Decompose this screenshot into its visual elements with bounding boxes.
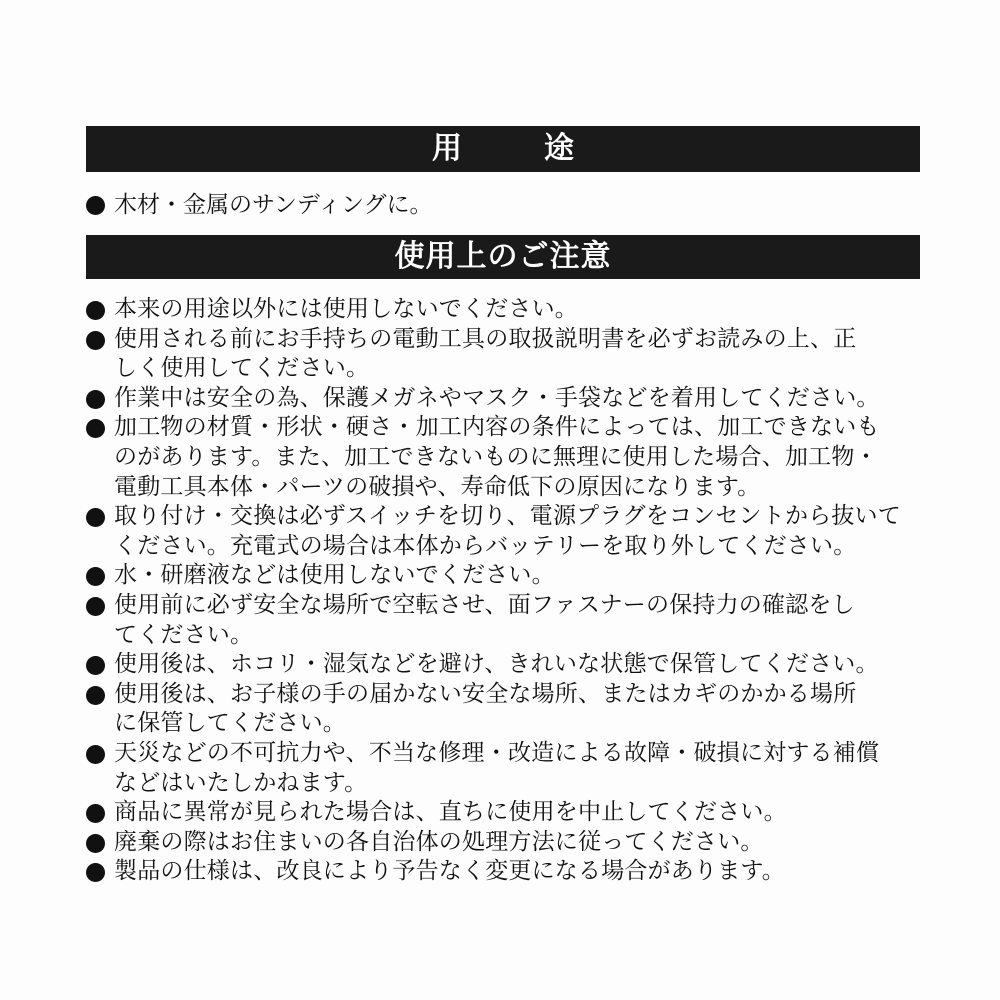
usage-item-text: 木材・金属のサンディングに。 (114, 192, 433, 218)
precaution-item (86, 739, 926, 798)
bullet-icon (86, 597, 105, 616)
precaution-item (86, 591, 926, 650)
precaution-line: 廃棄の際はお住まいの各自治体の処理方法に従ってください。 (114, 828, 764, 855)
precaution-line: 商品に異常が見られた場合は、直ちに使用を中止してください。 (114, 799, 787, 826)
precaution-item (86, 325, 926, 384)
precaution-line: 作業中は安全の為、保護メガネやマスク・手袋などを着用してください。 (114, 384, 880, 411)
bullet-icon (86, 745, 105, 764)
bullet-icon (86, 301, 105, 320)
precaution-line: 使用後は、お子様の手の届かない安全な場所、またはカギのかかる場所 (114, 680, 857, 707)
bullet-icon (86, 863, 105, 882)
usage-item (86, 190, 926, 220)
precaution-item (86, 650, 926, 680)
precaution-item (86, 413, 926, 502)
precautions-list (86, 295, 926, 887)
bullet-icon (86, 331, 105, 350)
precaution-line: ください。充電式の場合は本体からバッテリーを取り外してください。 (114, 532, 857, 559)
precaution-item (86, 295, 926, 325)
bullet-icon (86, 804, 105, 823)
bullet-icon (86, 567, 105, 586)
bullet-icon (86, 508, 105, 527)
precaution-line: のがあります。また、加工できないものに無理に使用した場合、加工物・ (114, 443, 878, 470)
bullet-icon (86, 419, 105, 438)
bullet-icon (86, 196, 105, 215)
precaution-item (86, 828, 926, 858)
precaution-line: 使用される前にお手持ちの電動工具の取扱説明書を必ずお読みの上、正 (114, 325, 857, 352)
precaution-line: 取り付け・交換は必ずスイッチを切り、電源プラグをコンセントから抜いて (114, 503, 901, 530)
usage-list (86, 190, 926, 220)
precaution-line: てください。 (114, 621, 254, 648)
precaution-line: しく使用してください。 (114, 355, 370, 382)
precaution-line: 本来の用途以外には使用しないでください。 (114, 296, 578, 322)
precaution-line: などはいたしかねます。 (114, 769, 368, 796)
precaution-line: 電動工具本体・パーツの破損や、寿命低下の原因になります。 (114, 473, 761, 500)
bullet-icon (86, 656, 105, 675)
precaution-line: 使用後は、ホコリ・湿気などを避け、きれいな状態で保管してください。 (114, 651, 879, 678)
precaution-line: 使用前に必ず安全な場所で空転させ、面ファスナーの保持力の確認をし (114, 591, 855, 618)
precaution-line: 加工物の材質・形状・硬さ・加工内容の条件によっては、加工できないも (114, 414, 880, 441)
precaution-line: 製品の仕様は、改良により予告なく変更になる場合があります。 (114, 858, 785, 885)
precaution-item (86, 798, 926, 828)
precaution-line: 水・研磨液などは使用しないでください。 (114, 562, 555, 589)
precaution-item (86, 680, 926, 739)
precaution-item (86, 502, 926, 561)
bullet-icon (86, 686, 105, 705)
bullet-icon (86, 834, 105, 853)
precaution-line: に保管してください。 (114, 710, 346, 737)
usage-heading: 用 途 (86, 126, 920, 172)
precaution-item (86, 857, 926, 887)
bullet-icon (86, 390, 105, 409)
precaution-line: 天災などの不可抗力や、不当な修理・改造による故障・破損に対する補償 (114, 739, 880, 766)
precaution-item (86, 561, 926, 591)
precaution-item (86, 384, 926, 414)
precautions-heading: 使用上のご注意 (86, 235, 920, 279)
